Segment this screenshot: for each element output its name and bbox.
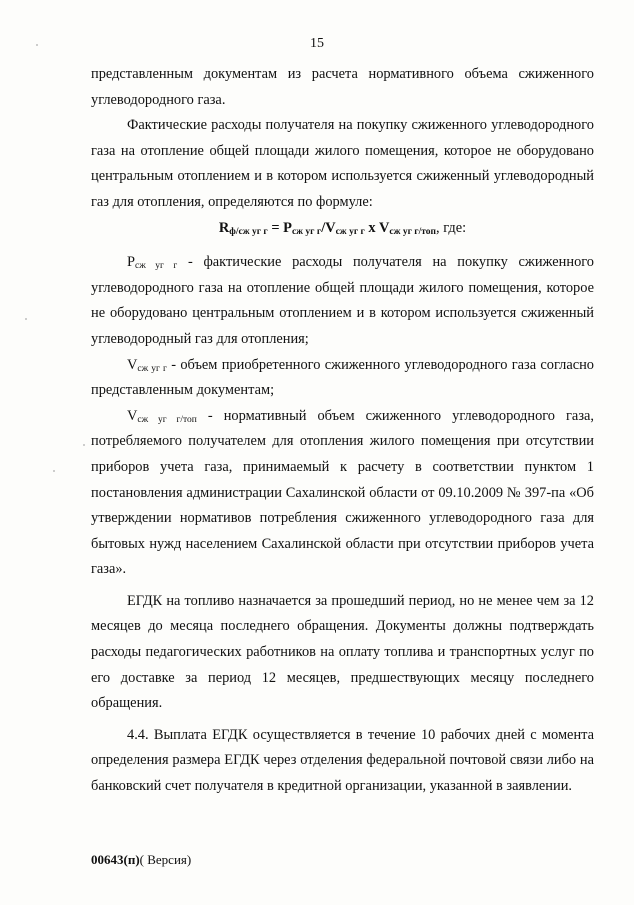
scan-speck — [53, 470, 55, 472]
definition-p: $P_{сж уг г}$ - фактические расходы получателя на покупку сжиженного углеводородного газа на отопление общей площади жилого помещения, которое не оборудовано центральным отоплением и в котором используется сжиженный углеводородный газ для отопления; — [91, 254, 595, 347]
scan-speck — [36, 44, 38, 46]
scan-speck — [25, 318, 27, 320]
footer-code: 00643(п)( Версия) — [91, 852, 192, 867]
document-body — [91, 62, 594, 800]
egdk-paragraph: ЕГДК на топливо назначается за прошедший период, но не менее чем за 12 месяцев до месяца последнего обращения. Документы должны подтверждать расходы педагогических работников на оплату топлива и транспортных услуг по его доставке за период 12 месяцев, предшествующих месяцу последнего обращения. — [91, 592, 594, 712]
section-4-4-paragraph: 4.4. Выплата ЕГДК осуществляется в течение 10 рабочих дней с момента определения размера ЕГДК через отделения федеральной почтовой связи либо на банковский счет получателя в кредитной организации, указанной в заявлении. — [91, 726, 594, 795]
formula: $R_{ф/сж уг г} = P_{сж уг г}/V_{сж уг г}$ x $V_{сж уг г/топ}$, где: — [218, 219, 467, 237]
continuation-paragraph: представленным документам из расчета нормативного объема сжиженного углеводородного газа. — [91, 66, 594, 108]
scan-speck — [83, 444, 85, 446]
definition-v: $V_{сж уг г}$ - объем приобретенного сжиженного углеводородного газа согласно представленным документам; — [91, 356, 594, 399]
intro-paragraph: Фактические расходы получателя на покупку сжиженного углеводородного газа на отопление общей площади жилого помещения, которое не оборудовано центральным отоплением и в котором используется сжиженный углеводородный газ для отопления, определяются по формуле: — [91, 117, 594, 210]
page-number: 15 — [310, 36, 324, 51]
definition-v-top: $V_{сж уг г/топ}$ - нормативный объем сжиженного углеводородного газа, потребляемого получателем для отопления жилого помещения при отсутствии приборов учета газа, принимаемый к расчету в соответствии пунктом 1 постановления администрации Сахалинской области от 09.10.2009 № 397-па «Об утверждении нормативов потребления сжиженного углеводородного газа для бытовых нужд населением Сахалинской области при отсутствии приборов учета газа». — [91, 407, 594, 578]
